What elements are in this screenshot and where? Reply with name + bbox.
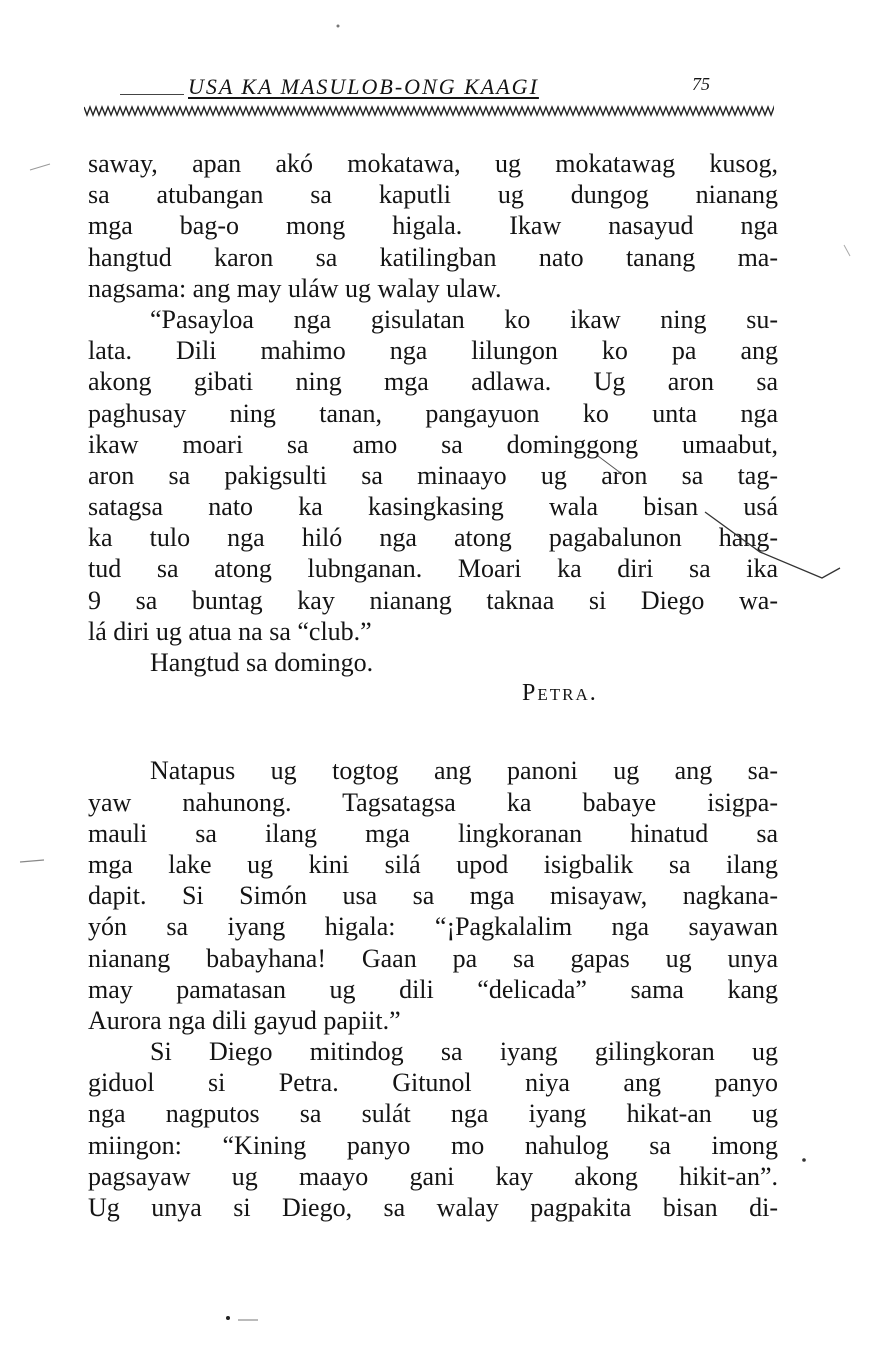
text-line: nianang babayhana! Gaan pa sa gapas ug unya: [88, 943, 778, 973]
text-line: aron sa pakigsulti sa minaayo ug aron sa tag-: [88, 460, 778, 490]
text-line: dapit. Si Simón usa sa mga misayaw, nagkana-: [88, 881, 778, 911]
text-line: nagsama: ang may uláw ug walay ulaw.: [88, 273, 502, 303]
running-title: USA KA MASULOB-ONG KAAGI: [188, 74, 539, 99]
text-line: Si Diego mitindog sa iyang gilingkoran ug: [150, 1037, 778, 1067]
text-line: satagsa nato ka kasingkasing wala bisan usá: [88, 492, 778, 522]
text-line: giduol si Petra. Gitunol niya ang panyo: [88, 1068, 778, 1098]
text-line: Aurora nga dili gayud papiit.”: [88, 1005, 401, 1035]
header-rule: [120, 94, 184, 95]
page-number: 75: [692, 74, 710, 94]
text-line: may pamatasan ug dili “delicada” sama kang: [88, 974, 778, 1004]
text-line: Hangtud sa domingo.: [150, 648, 374, 677]
text-line: Natapus ug togtog ang panoni ug ang sa-: [150, 756, 778, 786]
text-line: hangtud karon sa katilingban nato tanang ma-: [88, 242, 778, 272]
text-line: ikaw moari sa amo sa dominggong umaabut,: [88, 429, 778, 459]
text-line: mga lake ug kini silá upod isigbalik sa ilang: [88, 849, 778, 879]
text-line: lá diri ug atua na sa “club.”: [88, 616, 372, 646]
text-line: Ug unya si Diego, sa walay pagpakita bisan di-: [88, 1193, 778, 1222]
section-gap: [88, 709, 778, 755]
text-line: sa atubangan sa kaputli ug dungog nianang: [88, 180, 778, 210]
text-line: ka tulo nga hiló nga atong pagabalunon hang-: [88, 523, 778, 553]
text-line: yón sa iyang higala: “¡Pagkalalim nga sayawan: [88, 912, 778, 942]
zigzag-ornament-rule: [84, 104, 774, 118]
text-line: tud sa atong lubnganan. Moari ka diri sa ika: [88, 554, 778, 584]
text-line: mauli sa ilang mga lingkoranan hinatud sa: [88, 818, 778, 848]
page-body: [88, 148, 778, 1223]
text-line: 9 sa buntag kay nianang taknaa si Diego wa-: [88, 585, 778, 615]
text-line: akong gibati ning mga adlawa. Ug aron sa: [88, 367, 778, 397]
text-line: lata. Dili mahimo nga lilungon ko pa ang: [88, 336, 778, 366]
text-line: yaw nahunong. Tagsatagsa ka babaye isigpa-: [88, 787, 778, 817]
text-line: paghusay ning tanan, pangayuon ko unta nga: [88, 398, 778, 428]
text-line: “Pasayloa nga gisulatan ko ikaw ning su-: [150, 304, 778, 334]
text-line: saway, apan akó mokatawa, ug mokatawag kusog,: [88, 149, 778, 178]
text-line: nga nagputos sa sulát nga iyang hikat-an ug: [88, 1099, 778, 1129]
text-line: miingon: “Kining panyo mo nahulog sa imong: [88, 1130, 778, 1160]
text-line: pagsayaw ug maayo gani kay akong hikit-an”.: [88, 1161, 778, 1191]
letter-signature: Petra.: [522, 680, 598, 707]
text-line: mga bag-o mong higala. Ikaw nasayud nga: [88, 211, 778, 241]
